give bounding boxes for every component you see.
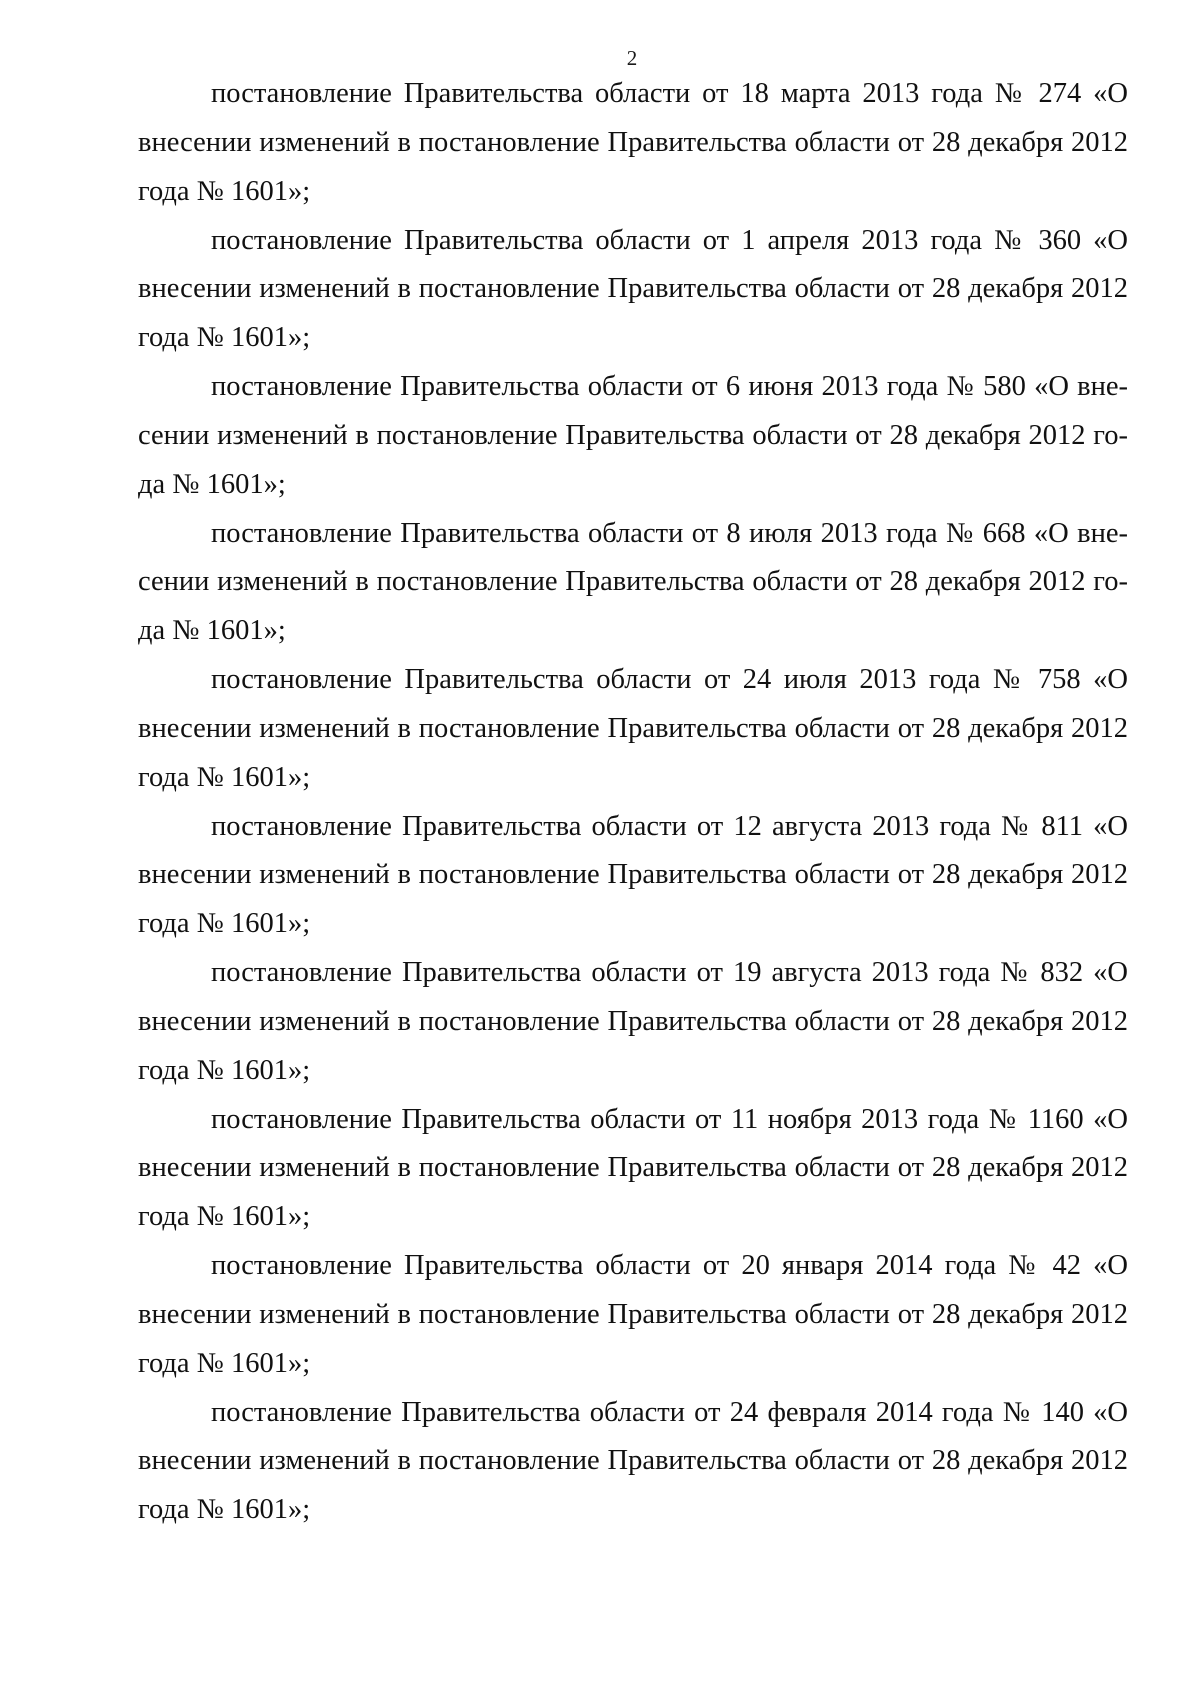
item-line: постановление Правительства области от 8 июля 2013 года № 668 «О вне- xyxy=(211,517,1128,549)
item-line: внесении изменений в постановление Правительства области от 28 декабря 2012 xyxy=(138,1298,1128,1330)
item-line: постановление Правительства области от 20 января 2014 года № 42 «О xyxy=(211,1250,1128,1281)
item-line: постановление Правительства области от 6 июня 2013 года № 580 «О вне- xyxy=(211,371,1128,402)
item-line: постановление Правительства области от 19 августа 2013 года № 832 «О xyxy=(211,957,1128,988)
list-item xyxy=(138,656,1128,803)
list-item xyxy=(138,1242,1128,1389)
list-item xyxy=(138,949,1128,1096)
item-line: постановление Правительства области от 12 августа 2013 года № 811 «О xyxy=(211,810,1128,842)
list-item xyxy=(138,217,1128,364)
item-line: сении изменений в постановление Правительства области от 28 декабря 2012 го- xyxy=(138,566,1128,598)
item-line: года № 1601»; xyxy=(138,908,311,940)
item-line: да № 1601»; xyxy=(138,468,286,500)
item-line: внесении изменений в постановление Правительства области от 28 декабря 2012 xyxy=(138,859,1128,891)
page-number: 2 xyxy=(626,46,638,70)
item-line: внесении изменений в постановление Правительства области от 28 декабря 2012 xyxy=(138,1445,1128,1477)
item-line: года № 1601»; xyxy=(138,761,311,793)
item-line: года № 1601»; xyxy=(138,322,311,354)
item-line: года № 1601»; xyxy=(138,1054,311,1086)
item-line: года № 1601»; xyxy=(138,175,311,207)
item-line: года № 1601»; xyxy=(138,1201,311,1233)
item-line: года № 1601»; xyxy=(138,1347,311,1379)
item-line: внесении изменений в постановление Правительства области от 28 декабря 2012 xyxy=(138,1152,1128,1184)
item-line: внесении изменений в постановление Правительства области от 28 декабря 2012 xyxy=(138,1005,1128,1037)
item-line: внесении изменений в постановление Правительства области от 28 декабря 2012 xyxy=(138,273,1128,305)
item-line: внесении изменений в постановление Правительства области от 28 декабря 2012 xyxy=(138,126,1128,158)
list-item xyxy=(138,1096,1128,1243)
item-line: постановление Правительства области от 24 июля 2013 года № 758 «О xyxy=(211,664,1128,695)
item-line: сении изменений в постановление Правительства области от 28 декабря 2012 го- xyxy=(138,419,1128,451)
item-line: постановление Правительства области от 18 марта 2013 года № 274 «О xyxy=(211,78,1128,109)
item-line: внесении изменений в постановление Правительства области от 28 декабря 2012 xyxy=(138,712,1128,744)
item-line: да № 1601»; xyxy=(138,615,286,647)
item-line: года № 1601»; xyxy=(138,1494,311,1526)
item-line: постановление Правительства области от 1 апреля 2013 года № 360 «О xyxy=(211,224,1128,256)
item-line: постановление Правительства области от 11 ноября 2013 года № 1160 «О xyxy=(211,1103,1128,1135)
list-item xyxy=(138,803,1128,950)
list-item xyxy=(138,510,1128,657)
list-item xyxy=(138,70,1128,217)
list-item xyxy=(138,1389,1128,1536)
document-body xyxy=(138,70,1128,1535)
item-line: постановление Правительства области от 24 февраля 2014 года № 140 «О xyxy=(211,1396,1128,1428)
list-item xyxy=(138,363,1128,510)
